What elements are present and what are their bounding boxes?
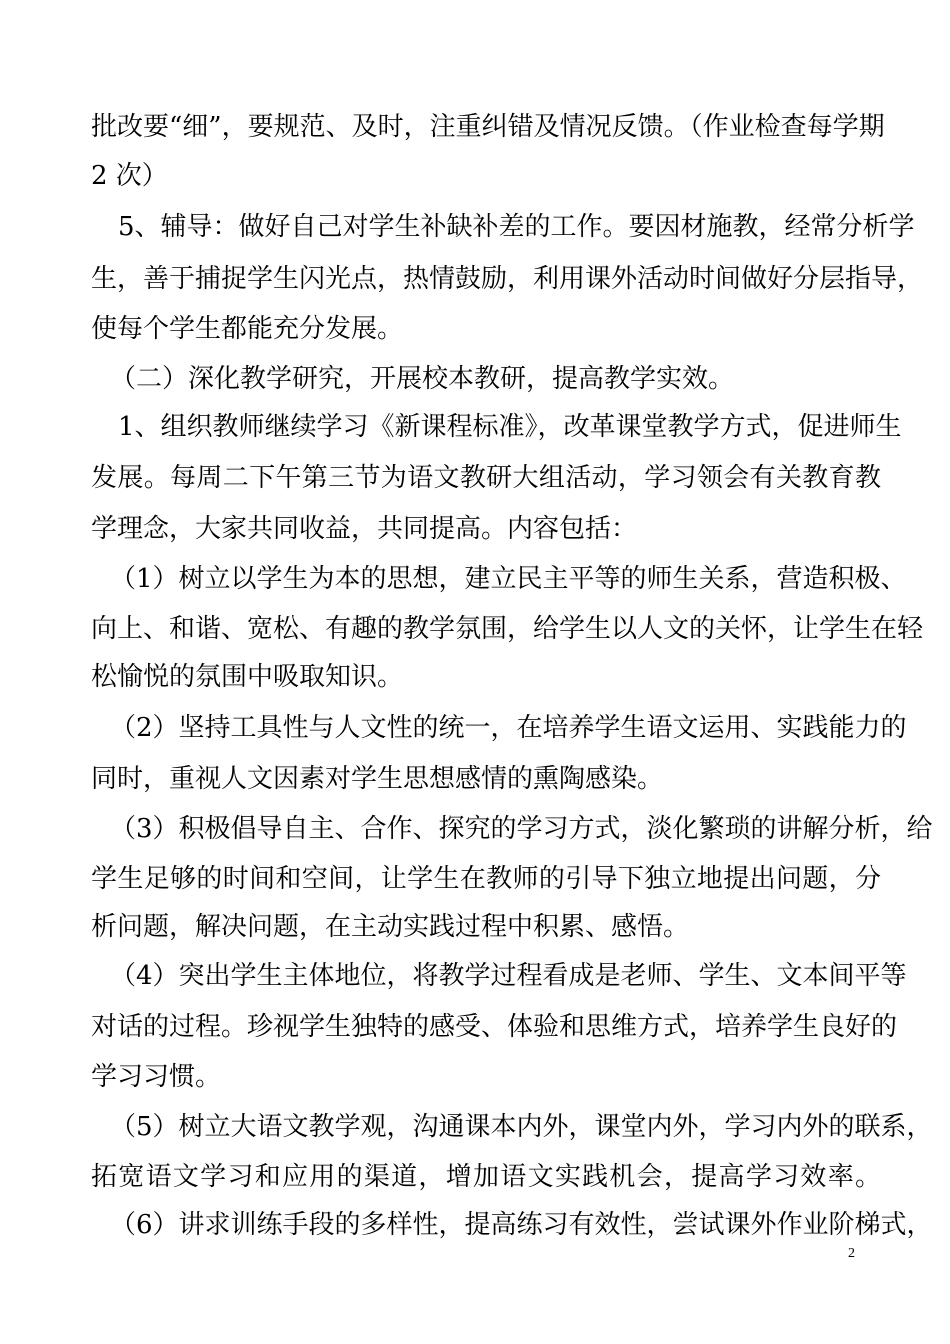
text-line: （4）突出学生主体地位，将教学过程看成是老师、学生、文本间平等 [110,961,907,991]
text-line: 松愉悦的氛围中吸取知识。 [91,662,404,692]
text-line: （3）积极倡导自主、合作、探究的学习方式，淡化繁琐的讲解分析，给 [110,814,933,844]
text-line: 2 次） [91,161,168,191]
section-heading: （二）深化教学研究，开展校本教研，提高教学实效。 [110,364,735,394]
text-line: 发展。每周二下午第三节为语文教研大组活动，学习领会有关教育教 [91,463,881,493]
text-line: 生，善于捕捉学生闪光点，热情鼓励，利用课外活动时间做好分层指导， [91,264,924,294]
text-line: 学理念，大家共同收益，共同提高。内容包括： [91,514,638,544]
text-line: （2）坚持工具性与人文性的统一，在培养学生语文运用、实践能力的 [110,713,907,743]
text-line: 批改要“细”，要规范、及时，注重纠错及情况反馈。（作业检查每学期 [91,112,885,142]
text-line: 1、组织教师继续学习《新课程标准》，改革课堂教学方式，促进师生 [118,412,902,442]
text-line: 学生足够的时间和空间，让学生在教师的引导下独立地提出问题，分 [91,864,881,894]
text-line: 同时，重视人文因素对学生思想感情的熏陶感染。 [91,764,664,794]
text-line: （5）树立大语文教学观，沟通课本内外，课堂内外，学习内外的联系， [110,1112,933,1142]
text-line: 拓宽语文学习和应用的渠道，增加语文实践机会，提高学习效率。 [91,1162,881,1192]
text-line: 使每个学生都能充分发展。 [91,314,404,344]
text-line: 向上、和谐、宽松、有趣的教学氛围，给学生以人文的关怀，让学生在轻 [91,614,924,644]
text-line: （6）讲求训练手段的多样性，提高练习有效性，尝试课外作业阶梯式， [110,1210,933,1240]
text-line: （1）树立以学生为本的思想，建立民主平等的师生关系，营造积极、 [110,564,907,594]
text-line: 析问题，解决问题，在主动实践过程中积累、感悟。 [91,912,690,942]
text-line: 学习习惯。 [91,1062,222,1092]
text-line: 5、辅导：做好自己对学生补缺补差的工作。要因材施教，经常分析学 [118,212,915,242]
page-number: 2 [848,1246,855,1261]
text-line: 对话的过程。珍视学生独特的感受、体验和思维方式，培养学生良好的 [91,1012,898,1042]
